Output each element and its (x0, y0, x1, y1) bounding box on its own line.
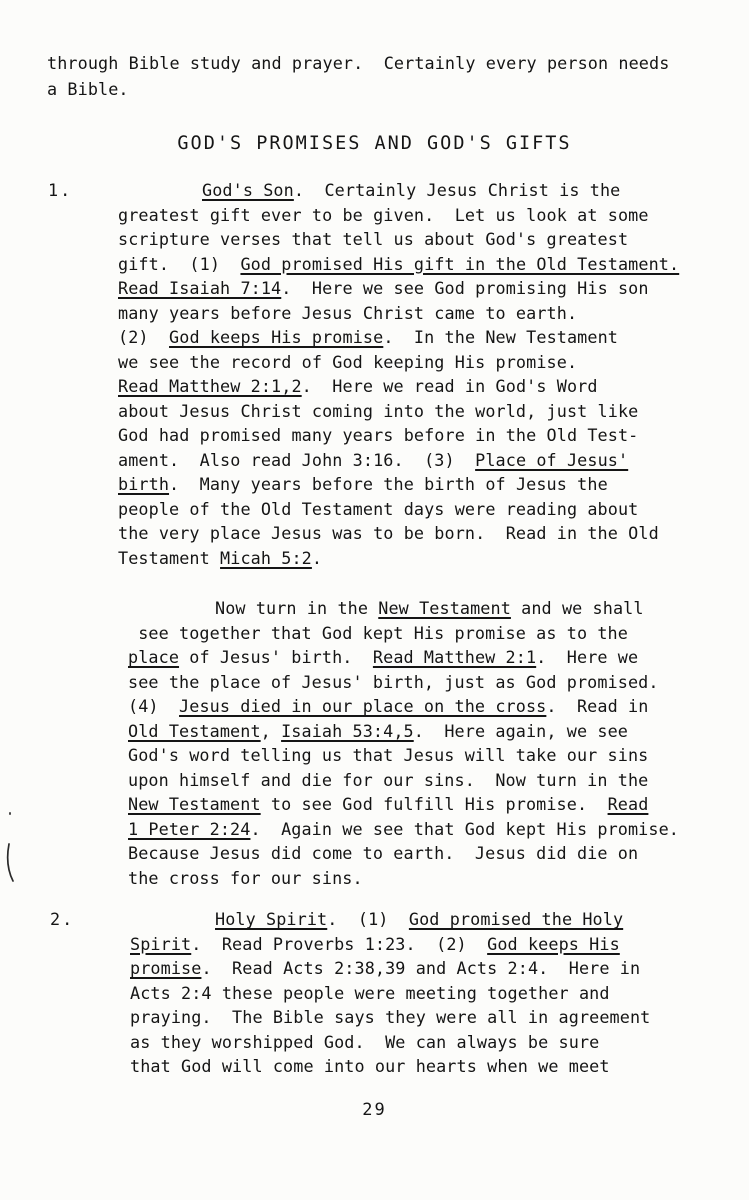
text-line: people of the Old Testament days were reading about (118, 498, 639, 519)
text-line: Spirit. Read Proverbs 1:23. (2) God keeps His (130, 933, 620, 954)
scan-artifact-stroke (5, 843, 17, 883)
text-line: Because Jesus did come to earth. Jesus did die on (128, 843, 639, 863)
scan-artifact-dot (9, 812, 11, 815)
text-line: the cross for our sins. (128, 867, 363, 888)
text-line: birth. Many years before the birth of Jesus the (118, 474, 608, 494)
text-line: about Jesus Christ coming into the world, just like (118, 400, 639, 421)
text-line: Read Matthew 2:1,2. Here we read in God's Word (118, 376, 598, 396)
text-line: praying. The Bible says they were all in agreement (130, 1007, 651, 1027)
text-line: Testament Micah 5:2. (118, 547, 323, 568)
section-heading: GOD'S PROMISES AND GOD'S GIFTS (177, 133, 572, 154)
text-line: that God will come into our hearts when we meet (130, 1056, 610, 1076)
text-line: we see the record of God keeping His promise. (118, 351, 578, 372)
paragraph-number: 1. (48, 180, 73, 200)
text-line: God had promised many years before in the Old Test- (118, 425, 639, 445)
paragraph-number: 2. (50, 909, 75, 929)
text-line: the very place Jesus was to be born. Read in the Old (118, 523, 659, 543)
text-line: promise. Read Acts 2:38,39 and Acts 2:4. Here in (130, 958, 641, 978)
text-line: Read Isaiah 7:14. Here we see God promising His son (118, 278, 649, 298)
page-number: 29 (362, 1100, 387, 1120)
text-line: (2) God keeps His promise. In the New Testament (118, 327, 618, 347)
text-line: see together that God kept His promise as to the (128, 622, 628, 643)
text-line: through Bible study and prayer. Certainly every person needs (47, 53, 670, 73)
paragraph-lines (118, 178, 679, 570)
paragraph-lines (130, 907, 650, 1079)
intro-paragraph (47, 50, 669, 102)
text-line: God's Son. Certainly Jesus Christ is the (202, 180, 621, 200)
text-line: Now turn in the New Testament and we shall (215, 598, 644, 618)
text-line: greatest gift ever to be given. Let us look at some (118, 204, 649, 225)
text-line: see the place of Jesus' birth, just as God promised. (128, 671, 659, 692)
text-line: gift. (1) God promised His gift in the Old Testament. (118, 253, 680, 274)
text-line: upon himself and die for our sins. Now turn in the (128, 769, 649, 790)
text-line: New Testament to see God fulfill His promise. Read (128, 794, 649, 814)
text-line: Holy Spirit. (1) God promised the Holy (215, 909, 624, 929)
paragraph-lines (128, 596, 679, 890)
text-line: scripture verses that tell us about God's greatest (118, 229, 629, 249)
text-line: a Bible. (47, 79, 129, 99)
text-line: as they worshipped God. We can always be sure (130, 1031, 600, 1052)
text-line: Old Testament, Isaiah 53:4,5. Here again, we see (128, 720, 629, 741)
text-line: God's word telling us that Jesus will take our sins (128, 745, 649, 765)
text-line: place of Jesus' birth. Read Matthew 2:1. Here we (128, 647, 639, 667)
text-line: 1 Peter 2:24. Again we see that God kept His promise. (128, 818, 679, 839)
text-line: Acts 2:4 these people were meeting together and (130, 982, 610, 1003)
text-line: many years before Jesus Christ came to earth. (118, 302, 578, 323)
text-line: ament. Also read John 3:16. (3) Place of Jesus' (118, 449, 629, 470)
text-line: (4) Jesus died in our place on the cross. Read in (128, 696, 649, 716)
